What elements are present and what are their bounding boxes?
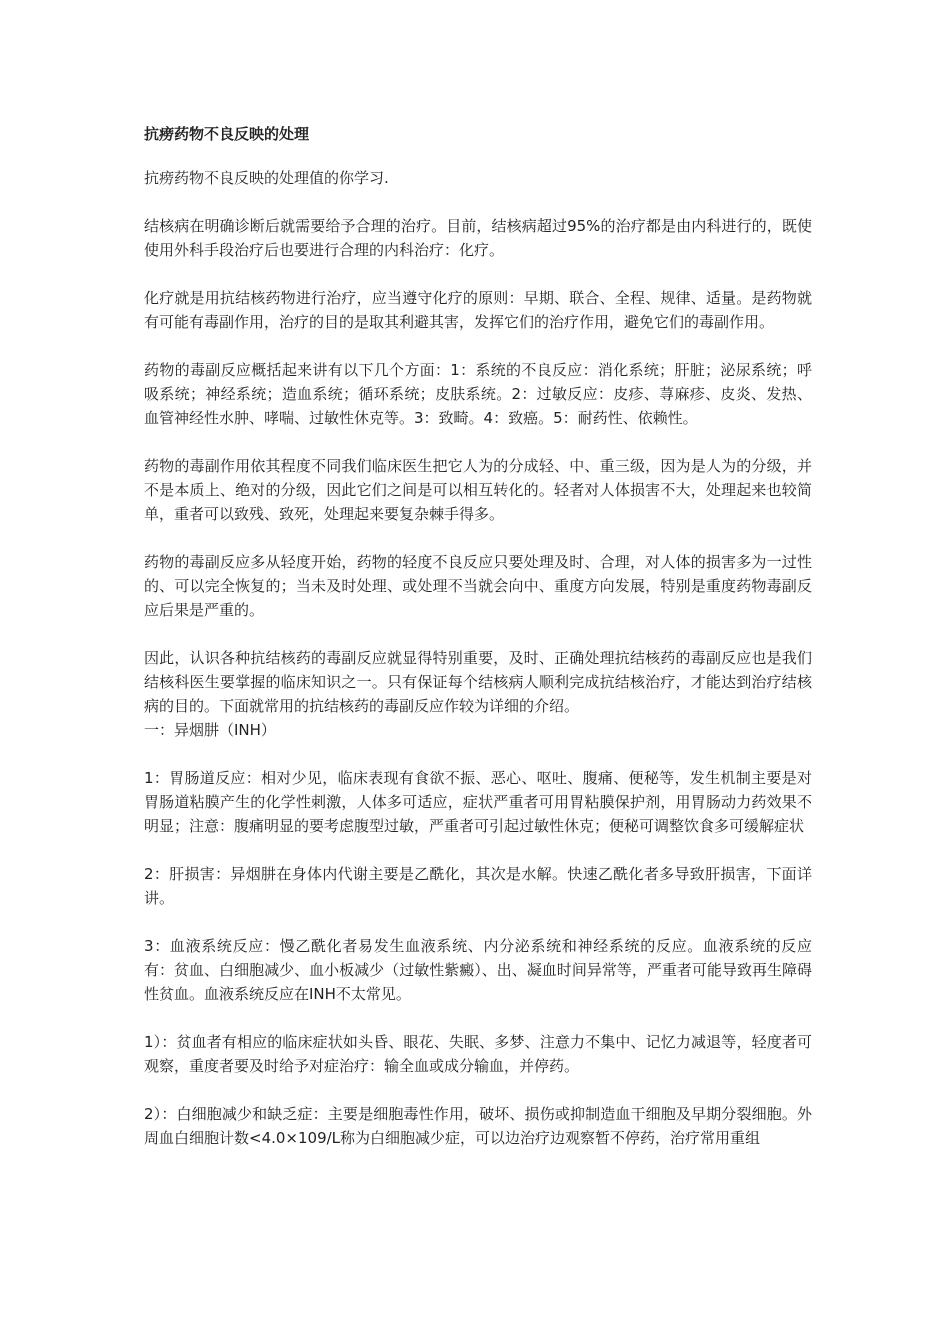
- document-page: [144, 122, 812, 1150]
- paragraph: 化疗就是用抗结核药物进行治疗，应当遵守化疗的原则：早期、联合、全程、规律、适量。是药物就有可能有毒副作用，治疗的目的是取其利避其害，发挥它们的治疗作用，避免它们的毒副作用。: [144, 289, 812, 331]
- paragraph: 结核病在明确诊断后就需要给予合理的治疗。目前，结核病超过95%的治疗都是由内科进行的，既使使用外科手段治疗后也要进行合理的内科治疗：化疗。: [144, 217, 812, 259]
- paragraph: 药物的毒副作用依其程度不同我们临床医生把它人为的分成轻、中、重三级，因为是人为的分级，并不是本质上、绝对的分级，因此它们之间是可以相互转化的。轻者对人体损害不大，处理起来也较简单，重者可以致残、致死，处理起来要复杂棘手得多。: [144, 457, 812, 523]
- paragraph: 1：胃肠道反应：相对少见，临床表现有食欲不振、恶心、呕吐、腹痛、便秘等，发生机制主要是对胃肠道粘膜产生的化学性刺激，人体多可适应，症状严重者可用胃粘膜保护剂，用胃肠动力药效果不明显；注意：腹痛明显的要考虑腹型过敏，严重者可引起过敏性休克；便秘可调整饮食多可缓解症状: [144, 769, 812, 835]
- paragraph: 药物的毒副反应概括起来讲有以下几个方面：1：系统的不良反应：消化系统；肝脏；泌尿系统；呼吸系统；神经系统；造血系统；循环系统；皮肤系统。2：过敏反应：皮疹、荨麻疹、皮炎、发热、血管神经性水肿、哮喘、过敏性休克等。3：致畸。4：致癌。5：耐药性、依赖性。: [144, 361, 812, 427]
- paragraph: 药物的毒副反应多从轻度开始，药物的轻度不良反应只要处理及时、合理，对人体的损害多为一过性的、可以完全恢复的；当未及时处理、或处理不当就会向中、重度方向发展，特别是重度药物毒副反应后果是严重的。: [144, 553, 812, 619]
- paragraph: 3：血液系统反应：慢乙酰化者易发生血液系统、内分泌系统和神经系统的反应。血液系统的反应有：贫血、白细胞减少、血小板减少（过敏性紫癜）、出、凝血时间异常等，严重者可能导致再生障碍性贫血。血液系统反应在INH不太常见。: [144, 937, 812, 1003]
- section-heading: 一：异烟肼（INH）: [144, 721, 276, 739]
- paragraph: 2：肝损害：异烟肼在身体内代谢主要是乙酰化，其次是水解。快速乙酰化者多导致肝损害，下面详讲。: [144, 865, 812, 907]
- paragraph: 2）：白细胞减少和缺乏症：主要是细胞毒性作用，破坏、损伤或抑制造血干细胞及早期分裂细胞。外周血白细胞计数<4.0×109/L称为白细胞减少症，可以边治疗边观察暂不停药，治疗常用重组: [144, 1105, 812, 1147]
- paragraph: 因此，认识各种抗结核药的毒副反应就显得特别重要，及时、正确处理抗结核药的毒副反应也是我们结核科医生要掌握的临床知识之一。只有保证每个结核病人顺利完成抗结核治疗，才能达到治疗结核病的目的。下面就常用的抗结核药的毒副反应作较为详细的介绍。: [144, 649, 812, 715]
- paragraph: 1）：贫血者有相应的临床症状如头昏、眼花、失眠、多梦、注意力不集中、记忆力减退等，轻度者可观察，重度者要及时给予对症治疗：输全血或成分输血，并停药。: [144, 1033, 812, 1075]
- document-title: 抗痨药物不良反映的处理: [144, 125, 310, 143]
- intro-paragraph: 抗痨药物不良反映的处理值的你学习.: [144, 169, 389, 187]
